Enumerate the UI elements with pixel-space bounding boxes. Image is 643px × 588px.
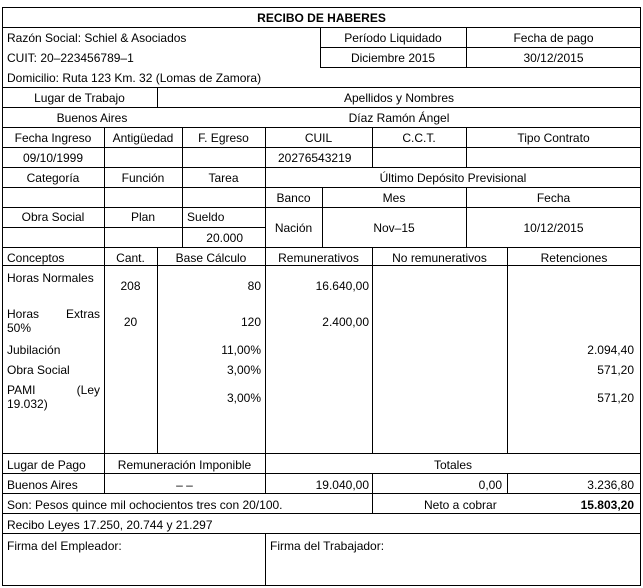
rule bbox=[2, 147, 641, 148]
hire-date-value: 09/10/1999 bbox=[22, 151, 84, 165]
function-label: Función bbox=[121, 171, 165, 185]
rule bbox=[2, 27, 641, 28]
rule bbox=[265, 533, 266, 586]
concept-name: Horas Normales bbox=[7, 271, 94, 285]
rule bbox=[2, 265, 641, 266]
plan-label: Plan bbox=[130, 210, 156, 224]
column-header: Base Cálculo bbox=[175, 251, 247, 265]
employee-signature-label: Firma del Trabajador: bbox=[270, 539, 385, 553]
concept-name: Obra Social bbox=[7, 363, 70, 377]
total-remunerative: 19.040,00 bbox=[315, 478, 369, 492]
company-name: Razón Social: Schiel & Asociados bbox=[7, 31, 187, 45]
concept-base: 3,00% bbox=[226, 391, 261, 405]
rule bbox=[372, 247, 373, 453]
cuil-label: CUIL bbox=[304, 131, 333, 145]
column-header: Remunerativos bbox=[278, 251, 359, 265]
column-header: No remunerativos bbox=[392, 251, 487, 265]
month-label: Mes bbox=[382, 191, 406, 205]
document-title: RECIBO DE HABERES bbox=[257, 11, 386, 25]
company-address: Domicilio: Ruta 123 Km. 32 (Lomas de Zamora) bbox=[7, 71, 262, 85]
column-header: Conceptos bbox=[7, 251, 65, 265]
employee-name-label: Apellidos y Nombres bbox=[343, 91, 455, 105]
amount-in-words: Son: Pesos quince mil ochocientos tres con 20/100. bbox=[7, 498, 283, 512]
concept-quantity: 208 bbox=[120, 279, 141, 293]
rule bbox=[2, 127, 641, 128]
bank-value: Nación bbox=[274, 221, 313, 235]
period-label: Período Liquidado bbox=[344, 31, 442, 45]
totals-label: Totales bbox=[433, 458, 473, 472]
concept-name: Horas Extras 50% bbox=[7, 307, 100, 335]
concept-remunerative: 16.640,00 bbox=[315, 279, 369, 293]
concept-retention: 2.094,40 bbox=[587, 343, 634, 357]
rule bbox=[2, 453, 641, 454]
rule bbox=[320, 67, 641, 68]
payment-place-value: Buenos Aires bbox=[7, 478, 78, 492]
rule bbox=[2, 513, 641, 514]
payment-place-label: Lugar de Pago bbox=[7, 458, 86, 472]
employer-signature-label: Firma del Empleador: bbox=[7, 539, 122, 553]
exit-date-label: F. Egreso bbox=[198, 131, 249, 145]
cct-label: C.C.T. bbox=[402, 131, 436, 145]
net-pay-value: 15.803,20 bbox=[580, 498, 634, 512]
bank-label: Banco bbox=[276, 191, 311, 205]
concept-retention: 571,20 bbox=[597, 363, 634, 377]
taxable-remuneration-label: Remuneración Imponible bbox=[117, 458, 252, 472]
contract-type-label: Tipo Contrato bbox=[517, 131, 590, 145]
taxable-remuneration-value: – – bbox=[176, 478, 193, 492]
concept-base: 120 bbox=[240, 315, 261, 329]
rule bbox=[2, 227, 266, 228]
rule bbox=[2, 247, 641, 248]
concept-remunerative: 2.400,00 bbox=[322, 315, 369, 329]
payment-date-value: 30/12/2015 bbox=[523, 51, 584, 65]
rule bbox=[104, 247, 105, 453]
concept-name: PAMI (Ley 19.032) bbox=[7, 383, 100, 411]
last-deposit-label: Último Depósito Previsional bbox=[379, 171, 527, 185]
workplace-value: Buenos Aires bbox=[56, 111, 128, 125]
health-plan-label: Obra Social bbox=[21, 210, 85, 224]
rule bbox=[2, 167, 641, 168]
date-label: Fecha bbox=[536, 191, 571, 205]
employee-name-value: Díaz Ramón Ángel bbox=[348, 111, 450, 125]
concept-retention: 571,20 bbox=[597, 391, 634, 405]
month-value: Nov–15 bbox=[373, 221, 415, 235]
rule bbox=[320, 47, 641, 48]
laws-note: Recibo Leyes 17.250, 20.744 y 21.297 bbox=[7, 518, 213, 532]
company-cuit: CUIT: 20–223456789–1 bbox=[7, 51, 134, 65]
rule bbox=[266, 207, 641, 208]
concept-base: 80 bbox=[247, 279, 261, 293]
concept-name: Jubilación bbox=[7, 343, 61, 357]
rule bbox=[2, 87, 641, 88]
task-label: Tarea bbox=[208, 171, 239, 185]
rule bbox=[2, 473, 641, 474]
rule bbox=[2, 493, 641, 494]
concept-base: 11,00% bbox=[221, 343, 261, 357]
seniority-label: Antigüedad bbox=[112, 131, 174, 145]
hire-date-label: Fecha Ingreso bbox=[14, 131, 92, 145]
rule bbox=[2, 533, 641, 534]
rule bbox=[2, 107, 641, 108]
salary-value: 20.000 bbox=[206, 231, 243, 245]
net-pay-label: Neto a cobrar bbox=[424, 498, 497, 512]
concept-quantity: 20 bbox=[123, 315, 138, 329]
total-retentions: 3.236,80 bbox=[587, 478, 634, 492]
frame-top bbox=[2, 7, 641, 8]
date-value: 10/12/2015 bbox=[523, 221, 584, 235]
column-header: Retenciones bbox=[540, 251, 608, 265]
total-non-remunerative: 0,00 bbox=[478, 478, 502, 492]
cuil-value: 20276543219 bbox=[278, 151, 352, 165]
frame-bottom bbox=[2, 585, 641, 586]
rule bbox=[372, 493, 373, 513]
period-value: Diciembre 2015 bbox=[350, 51, 436, 65]
category-label: Categoría bbox=[26, 171, 80, 185]
workplace-label: Lugar de Trabajo bbox=[34, 91, 125, 105]
payment-date-label: Fecha de pago bbox=[513, 31, 594, 45]
concept-base: 3,00% bbox=[226, 363, 261, 377]
column-header: Cant. bbox=[116, 251, 145, 265]
salary-label: Sueldo bbox=[187, 210, 225, 224]
